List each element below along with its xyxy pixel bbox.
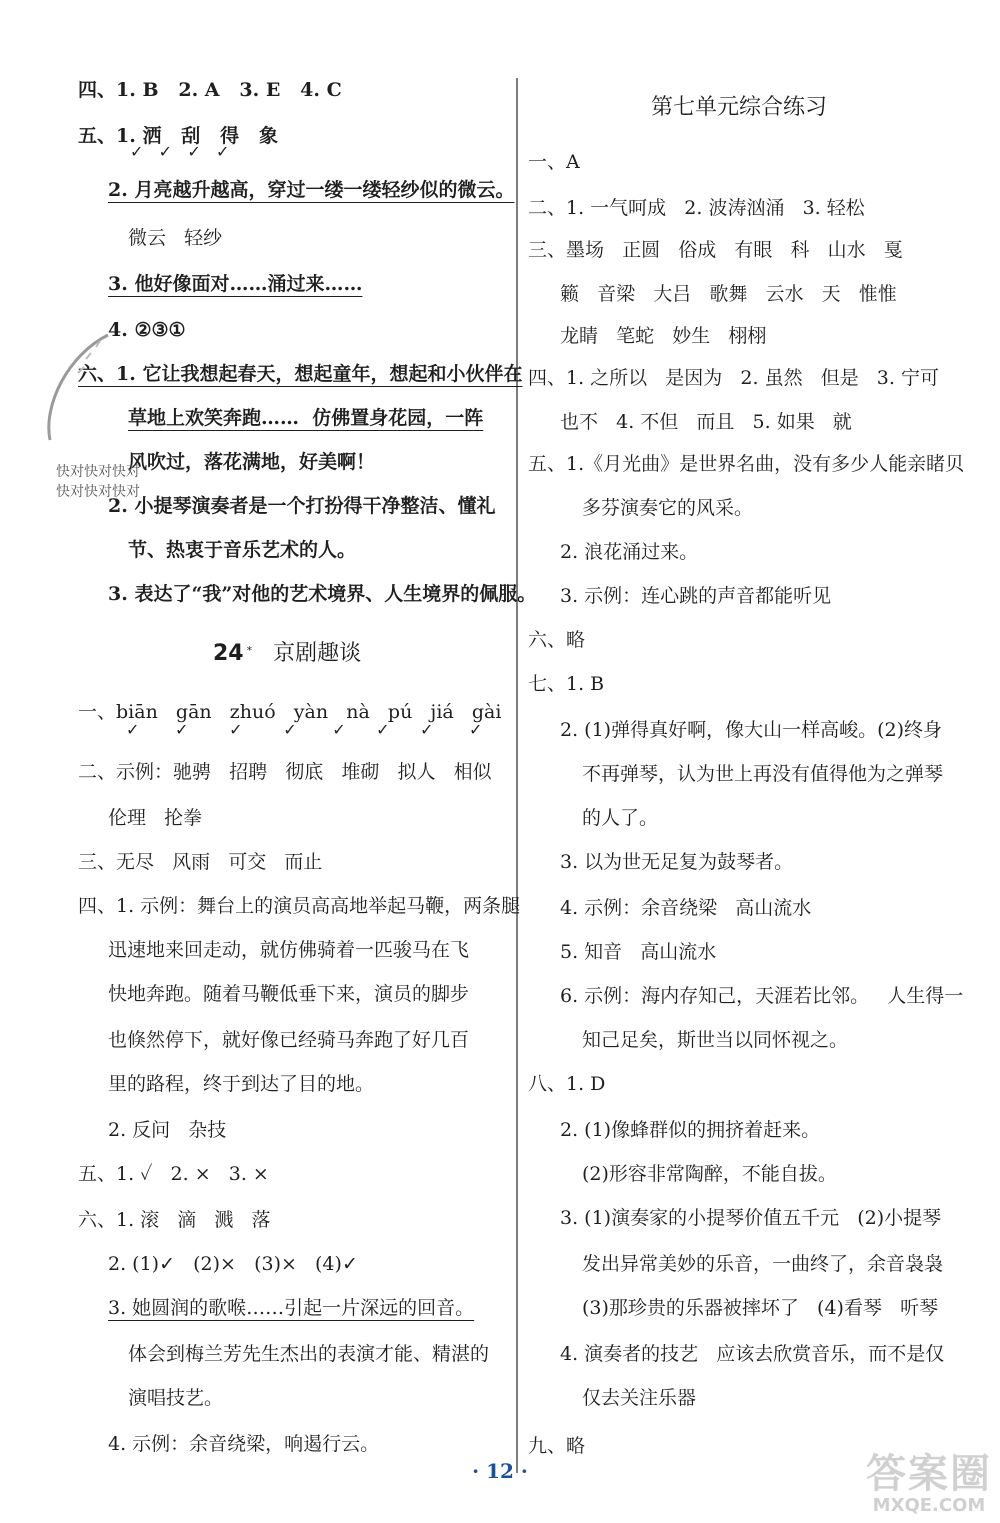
answer-line: 四、1. B 2. A 3. E 4. C: [78, 79, 342, 101]
answer-line: 龙睛 笔蛇 妙生 栩栩: [560, 325, 767, 347]
answer-line: 六、1. 它让我想起春天，想起童年，想起和小伙伴在: [78, 363, 523, 385]
unit-heading: 第七单元综合练习: [651, 95, 828, 120]
answer-line: 三、墨场 正圆 俗成 有眼 科 山水 戛: [528, 239, 903, 261]
answer-line: 不再弹琴，认为世上再没有值得他为之弹琴: [582, 763, 944, 785]
answer-line: 也倏然停下，就好像已经骑马奔跑了好几百: [108, 1029, 470, 1051]
answer-line: 2. 小提琴演奏者是一个打扮得干净整洁、懂礼: [108, 495, 496, 517]
answer-line: 2. 反问 杂技: [108, 1119, 227, 1141]
answer-line: 多芬演奏它的风采。: [582, 497, 754, 519]
answer-line: 风吹过，落花满地，好美啊！: [128, 451, 376, 473]
answer-line: (3)那珍贵的乐器被摔坏了 (4)看琴 听琴: [582, 1297, 939, 1319]
stamp-text: 快对快对快对: [56, 484, 140, 500]
answer-line: 3. 示例：连心跳的声音都能听见: [560, 585, 832, 607]
answer-line: 2. 浪花涌过来。: [560, 541, 699, 563]
answer-line: (2)形容非常陶醉，不能自拔。: [582, 1163, 837, 1185]
pen-swoosh-mark: [38, 325, 118, 455]
answer-line: 6. 示例：海内存知己，天涯若比邻。 人生得一: [560, 985, 964, 1007]
lesson-heading: [213, 640, 361, 668]
answer-line: 2. (1)弹得真好啊，像大山一样高峻。(2)终身: [560, 719, 942, 741]
answer-line: 快地奔跑。随着马鞭低垂下来，演员的脚步: [108, 983, 470, 1005]
answer-line: 九、略: [528, 1435, 586, 1457]
answer-line: 的人了。: [582, 807, 659, 829]
answer-line: 仅去关注乐器: [582, 1387, 697, 1409]
answer-line: 2. 月亮越升越高，穿过一缕一缕轻纱似的微云。: [108, 179, 515, 201]
correction-marks: ✓ ✓ ✓ ✓: [130, 142, 230, 161]
answer-line: 二、示例：驰骋 招聘 彻底 堆砌 拟人 相似: [78, 761, 492, 783]
answer-line: 节、热衷于音乐艺术的人。: [128, 539, 357, 561]
lesson-number: 24: [213, 641, 244, 666]
answer-line: 五、1.《月光曲》是世界名曲，没有多少人能亲睹贝: [528, 453, 965, 475]
answer-line: 3. 她圆润的歌喉……引起一片深远的回音。: [108, 1297, 475, 1319]
answer-line: 4. 示例：余音绕梁 高山流水: [560, 897, 812, 919]
answer-line: 知己足矣，斯世当以同怀视之。: [582, 1029, 849, 1051]
watermark-main: 答案圈: [866, 1451, 992, 1497]
answer-line: 2. (1)像蜂群似的拥挤着赶来。: [560, 1119, 821, 1141]
answer-line: 三、无尽 风雨 可交 而止: [78, 851, 323, 873]
answer-line: 草地上欢笑奔跑…… 仿佛置身花园，一阵: [128, 407, 484, 429]
answer-line: 七、1. B: [528, 673, 605, 695]
answer-line: 发出异常美妙的乐音，一曲终了，余音袅袅: [582, 1253, 944, 1275]
answer-line: 二、1. 一气呵成 2. 波涛汹涌 3. 轻松: [528, 197, 865, 219]
answer-line: 一、A: [528, 151, 580, 173]
answer-line: 八、1. D: [528, 1073, 606, 1095]
answer-line: 伦理 抡拳: [108, 807, 203, 829]
answer-line: 5. 知音 高山流水: [560, 941, 717, 963]
answer-line: 3. 表达了“我”对他的艺术境界、人生境界的佩服。: [108, 583, 537, 605]
answer-line: 3. (1)演奏家的小提琴价值五千元 (2)小提琴: [560, 1207, 942, 1229]
answer-line: 迅速地来回走动，就仿佛骑着一匹骏马在飞: [108, 939, 470, 961]
answer-line: 演唱技艺。: [128, 1387, 224, 1409]
answer-line: 体会到梅兰芳先生杰出的表演才能、精湛的: [128, 1343, 490, 1365]
watermark-logo: [866, 1452, 992, 1516]
column-divider: [516, 78, 518, 1473]
answer-line: 4. 演奏者的技艺 应该去欣赏音乐，而不是仅: [560, 1343, 945, 1365]
answer-line: 3. 他好像面对……涌过来……: [108, 273, 363, 295]
stamp-text: 快对快对快对: [56, 464, 140, 480]
watermark-url: MXQE.COM: [872, 1495, 986, 1516]
answer-line: 4. 示例：余音绕梁，响遏行云。: [108, 1433, 380, 1455]
answer-line: 一、biān gān zhuó yàn nà pú jiá gài: [78, 701, 502, 723]
answer-line: 六、1. 滚 滴 溅 落: [78, 1209, 271, 1231]
answer-line: 四、1. 之所以 是因为 2. 虽然 但是 3. 宁可: [528, 367, 939, 389]
page-number: · 12 ·: [472, 1459, 528, 1483]
answer-line: 3. 以为世无足复为鼓琴者。: [560, 851, 794, 873]
answer-line: 五、1. 洒 刮 得 象: [78, 125, 278, 147]
lesson-title: 京剧趣谈: [273, 641, 362, 666]
answer-line: 六、略: [528, 629, 586, 651]
lesson-star: *: [246, 644, 253, 657]
answer-line: 籁 音梁 大吕 歌舞 云水 天 惟惟: [560, 283, 897, 305]
answer-line: 2. (1)✓ (2)× (3)× (4)✓: [108, 1253, 358, 1275]
answer-line: 五、1. ✓ 2. × 3. ×: [78, 1163, 269, 1185]
answer-line: 里的路程，终于到达了目的地。: [108, 1073, 375, 1095]
correction-marks: ✓ ✓ ✓ ✓ ✓ ✓ ✓ ✓: [126, 720, 483, 739]
answer-line: 微云 轻纱: [128, 227, 223, 249]
answer-line: 也不 4. 不但 而且 5. 如果 就: [560, 411, 852, 433]
answer-line: 4. ②③①: [108, 319, 186, 341]
answer-line: 四、1. 示例：舞台上的演员高高地举起马鞭，两条腿: [78, 895, 521, 917]
